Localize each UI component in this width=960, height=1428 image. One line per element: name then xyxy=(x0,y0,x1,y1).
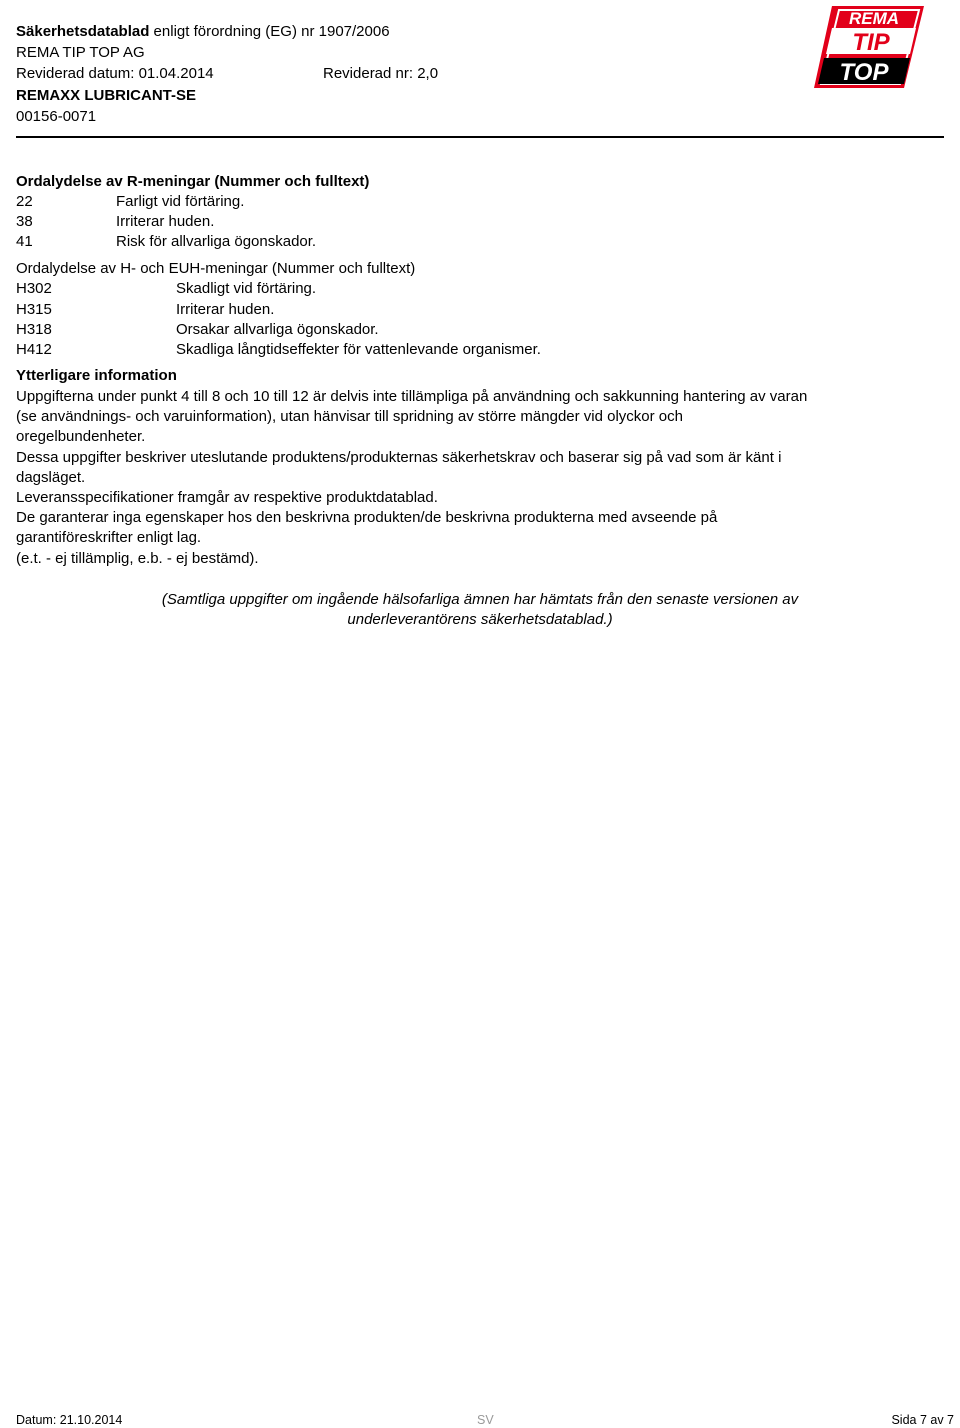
footer-page-number: Sida 7 av 7 xyxy=(891,1413,954,1427)
r-phrase-code: 38 xyxy=(16,213,33,230)
product-name: REMAXX LUBRICANT-SE xyxy=(16,87,197,104)
logo-text-top: TOP xyxy=(839,59,889,86)
header-divider xyxy=(16,136,944,138)
additional-paragraph-1: Uppgifterna under punkt 4 till 8 och 10 till 12 är delvis inte tillämpliga på användning och sakkunning hantering av varan (se användnings- och varuinformation), utan hänvisar till spridning av större mängder vid olyckor och oregelbundenheter. xyxy=(16,388,808,446)
r-phrase-code: 22 xyxy=(16,193,33,210)
h-phrase-code: H315 xyxy=(16,301,52,318)
h-phrase-text: Irriterar huden. xyxy=(176,301,275,318)
additional-paragraph-4: De garanterar inga egenskaper hos den beskrivna produkten/de beskrivna produkterna med avseende på garantiföreskrifter enligt lag. xyxy=(16,509,718,547)
h-phrase-text: Skadligt vid förtäring. xyxy=(176,280,317,297)
rema-tip-top-logo xyxy=(812,4,928,90)
r-phrase-code: 41 xyxy=(16,233,33,250)
additional-info-title: Ytterligare information xyxy=(16,367,177,384)
logo-text-tip: TIP xyxy=(852,29,890,56)
document-title-rest: enligt förordning (EG) nr 1907/2006 xyxy=(149,23,390,40)
additional-paragraph-3: Leveransspecifikationer framgår av respektive produktdatablad. xyxy=(16,489,438,506)
revision-number: Reviderad nr: 2,0 xyxy=(323,65,439,82)
h-phrase-code: H302 xyxy=(16,280,52,297)
h-phrase-code: H412 xyxy=(16,341,52,358)
source-note: (Samtliga uppgifter om ingående hälsofarliga ämnen har hämtats från den senaste versionen av underleverantörens säkerhetsdatablad.) xyxy=(161,591,799,628)
additional-paragraph-5: (e.t. - ej tillämplig, e.b. - ej bestämd). xyxy=(16,550,259,567)
h-phrase-text: Skadliga långtidseffekter för vattenlevande organismer. xyxy=(176,341,541,358)
r-phrases-title: Ordalydelse av R-meningar (Nummer och fulltext) xyxy=(16,173,370,190)
document-title-bold: Säkerhetsdatablad xyxy=(16,23,150,40)
h-phrases-title: Ordalydelse av H- och EUH-meningar (Nummer och fulltext) xyxy=(16,260,416,277)
additional-paragraph-2: Dessa uppgifter beskriver uteslutande produktens/produkternas säkerhetskrav och baserar sig på vad som är känt i dagsläget. xyxy=(16,449,782,487)
footer-language: SV xyxy=(477,1413,494,1427)
company-name: REMA TIP TOP AG xyxy=(16,44,145,61)
r-phrase-text: Risk för allvarliga ögonskador. xyxy=(116,233,317,250)
product-code: 00156-0071 xyxy=(16,108,97,125)
r-phrase-text: Farligt vid förtäring. xyxy=(116,193,245,210)
r-phrase-text: Irriterar huden. xyxy=(116,213,215,230)
document-title xyxy=(16,22,390,42)
h-phrase-code: H318 xyxy=(16,321,52,338)
revised-date: Reviderad datum: 01.04.2014 xyxy=(16,65,214,82)
h-phrase-text: Orsakar allvarliga ögonskador. xyxy=(176,321,379,338)
logo-text-rema: REMA xyxy=(848,9,900,28)
footer-date: Datum: 21.10.2014 xyxy=(16,1413,123,1427)
